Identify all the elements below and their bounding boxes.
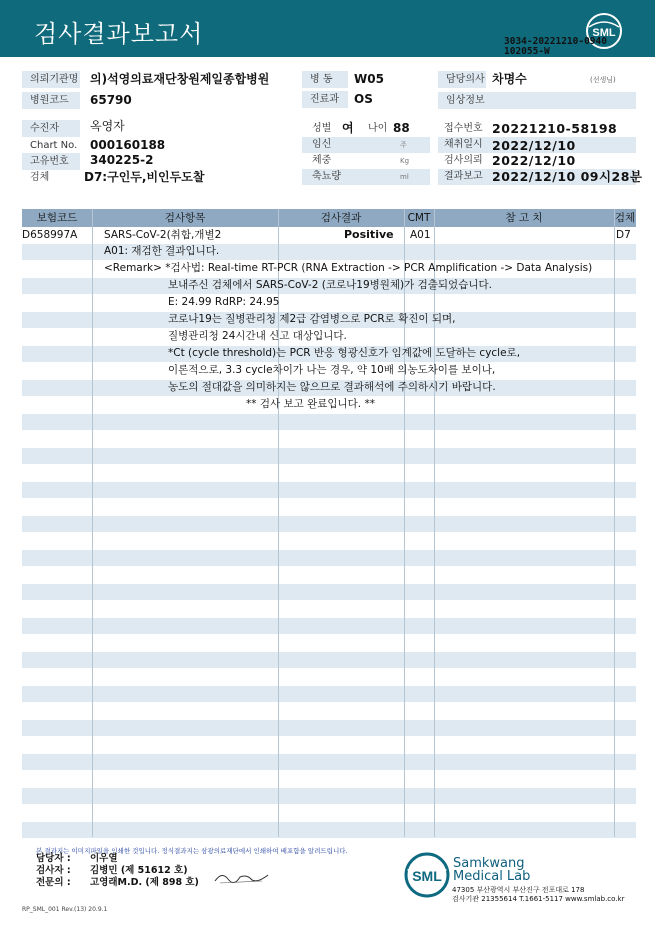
header-reference: 참 고 치 [505, 212, 543, 224]
table-stripe [22, 414, 636, 430]
urine-label: 축뇨량 [312, 171, 341, 182]
reception-label: 접수번호 [444, 123, 483, 134]
doctor-value: 차명수 [492, 72, 527, 86]
document-number: 3034-20221210-0940 102055-W [504, 36, 607, 57]
column-divider [434, 209, 435, 837]
table-stripe [22, 550, 636, 566]
remark-line: E: 24.99 RdRP: 24.95 [168, 296, 280, 308]
report-label: 결과보고 [444, 171, 483, 182]
clinical-info-band [486, 92, 636, 109]
header-specimen: 검체 [614, 212, 636, 224]
id-label: 고유번호 [22, 153, 80, 170]
collect-label: 채취일시 [444, 139, 483, 150]
sml-footer-logo [404, 852, 450, 898]
ward-label: 병 동 [302, 71, 348, 88]
table-stripe [22, 516, 636, 532]
page-title: 검사결과보고서 [34, 20, 204, 48]
chart-no: 000160188 [90, 138, 166, 152]
table-stripe [22, 686, 636, 702]
company-contact: 검사기관 21355614 T.1661-5117 www.smlab.co.kr [452, 895, 625, 903]
dept-label: 진료과 [302, 91, 348, 108]
table-stripe [22, 584, 636, 600]
table-stripe [22, 754, 636, 770]
remark-line: <Remark> *검사법: Real-time RT-PCR (RNA Extraction -> PCR Amplification -> Data Analysis) [104, 262, 593, 274]
table-stripe [22, 822, 636, 838]
remark-line: 질병관리청 24시간내 신고 대상입니다. [168, 330, 347, 342]
sex-label: 성별 [312, 123, 332, 134]
row-test-item: SARS-CoV-2(취합,개별2 [104, 229, 222, 241]
remark-line: 이론적으로, 3.3 cycle차이가 나는 경우, 약 10배 의농도차이를 보이나, [168, 364, 496, 376]
report-date: 2022/12/10 09시28분 [492, 169, 643, 184]
table-stripe [22, 652, 636, 668]
row-cmt: A01 [410, 229, 431, 241]
remark-line: 농도의 절대값을 의미하지는 않으므로 결과해석에 주의하시기 바랍니다. [168, 381, 496, 393]
remark-line: *Ct (cycle threshold)는 PCR 반응 형광신호가 임계값에 도달하는 cycle로, [168, 347, 521, 359]
weight-label: 체중 [312, 155, 332, 166]
weight-unit: Kg [400, 157, 410, 165]
chart-label: Chart No. [30, 140, 78, 151]
clinical-info-label: 임상정보 [438, 92, 486, 109]
request-label: 검사의뢰 [444, 155, 483, 166]
header-test-item: 검사항목 [164, 212, 206, 224]
examiner-label: 검사자 : [36, 865, 71, 876]
table-stripe [22, 482, 636, 498]
form-code: RP_SML_001 Rev.(13) 20.9.1 [22, 906, 108, 913]
table-stripe [22, 720, 636, 736]
column-divider [404, 209, 405, 837]
table-stripe [22, 448, 636, 464]
footer-note: 본 결과지는 이미지파일을 인쇄한 것입니다. 정식결과지는 삼광의료재단에서 인쇄하여 배포함을 알려드립니다. [36, 847, 348, 855]
report-complete-line: ** 검사 보고 완료입니다. ** [246, 398, 375, 410]
request-date: 2022/12/10 [492, 153, 576, 168]
row-insurance-code: D658997A [22, 229, 78, 241]
signature-image [212, 866, 272, 888]
hospital-code-value: 65790 [90, 93, 132, 107]
patient-name: 옥영자 [90, 119, 125, 133]
age-label: 나이 [368, 123, 388, 134]
specialist-name: 고영래M.D. (제 898 호) [90, 877, 199, 888]
header-cmt: CMT [407, 212, 431, 224]
collect-date: 2022/12/10 [492, 138, 576, 153]
examiner-name: 김병민 (제 51612 호) [90, 865, 188, 876]
hospital-label: 의뢰기관명 [22, 71, 80, 88]
table-header [22, 209, 636, 227]
comment-line: A01: 재검한 결과입니다. [104, 245, 220, 257]
specimen-value: D7:구인두,비인두도찰 [84, 170, 205, 184]
pregnancy-unit: 주 [400, 141, 407, 149]
doctor-suffix: (선생님) [590, 76, 616, 84]
specialist-label: 전문의 : [36, 877, 71, 888]
hospital-code-label: 병원코드 [22, 92, 80, 109]
hospital-value: 의)석영의료재단창원제일종합병원 [90, 72, 270, 86]
column-divider [92, 209, 93, 837]
specimen-label: 검체 [30, 172, 50, 183]
pregnancy-label: 임신 [312, 139, 332, 150]
age-value: 88 [393, 121, 410, 135]
ward-value: W05 [354, 72, 384, 86]
sex-value: 여 [342, 121, 354, 135]
id-no: 340225-2 [90, 153, 154, 167]
header-result: 검사결과 [320, 212, 362, 224]
dept-value: OS [354, 92, 373, 106]
table-stripe [22, 618, 636, 634]
company-name: Samkwang Medical Lab [453, 856, 531, 884]
remark-line: 보내주신 검체에서 SARS-CoV-2 (코로나19병원체)가 검출되었습니다. [168, 279, 492, 291]
row-specimen: D7 [616, 229, 631, 241]
reception-no: 20221210-58198 [492, 121, 618, 136]
manager-label: 담당자 : [36, 853, 71, 864]
row-result: Positive [344, 228, 394, 241]
logo-text: SML [592, 27, 616, 39]
urine-unit: ml [400, 173, 409, 181]
manager-name: 이우열 [90, 853, 118, 864]
patient-label: 수진자 [22, 120, 80, 137]
doctor-label: 담당의사 [438, 71, 486, 88]
svg-text:SML: SML [412, 868, 442, 884]
company-address: 47305 부산광역시 부산진구 전포대로 178 [452, 886, 585, 894]
column-divider [614, 209, 615, 837]
header-insurance-code: 보험코드 [36, 212, 78, 224]
table-stripe [22, 788, 636, 804]
remark-line: 코로나19는 질병관리청 제2급 감염병으로 PCR로 확진이 되며, [168, 313, 456, 325]
